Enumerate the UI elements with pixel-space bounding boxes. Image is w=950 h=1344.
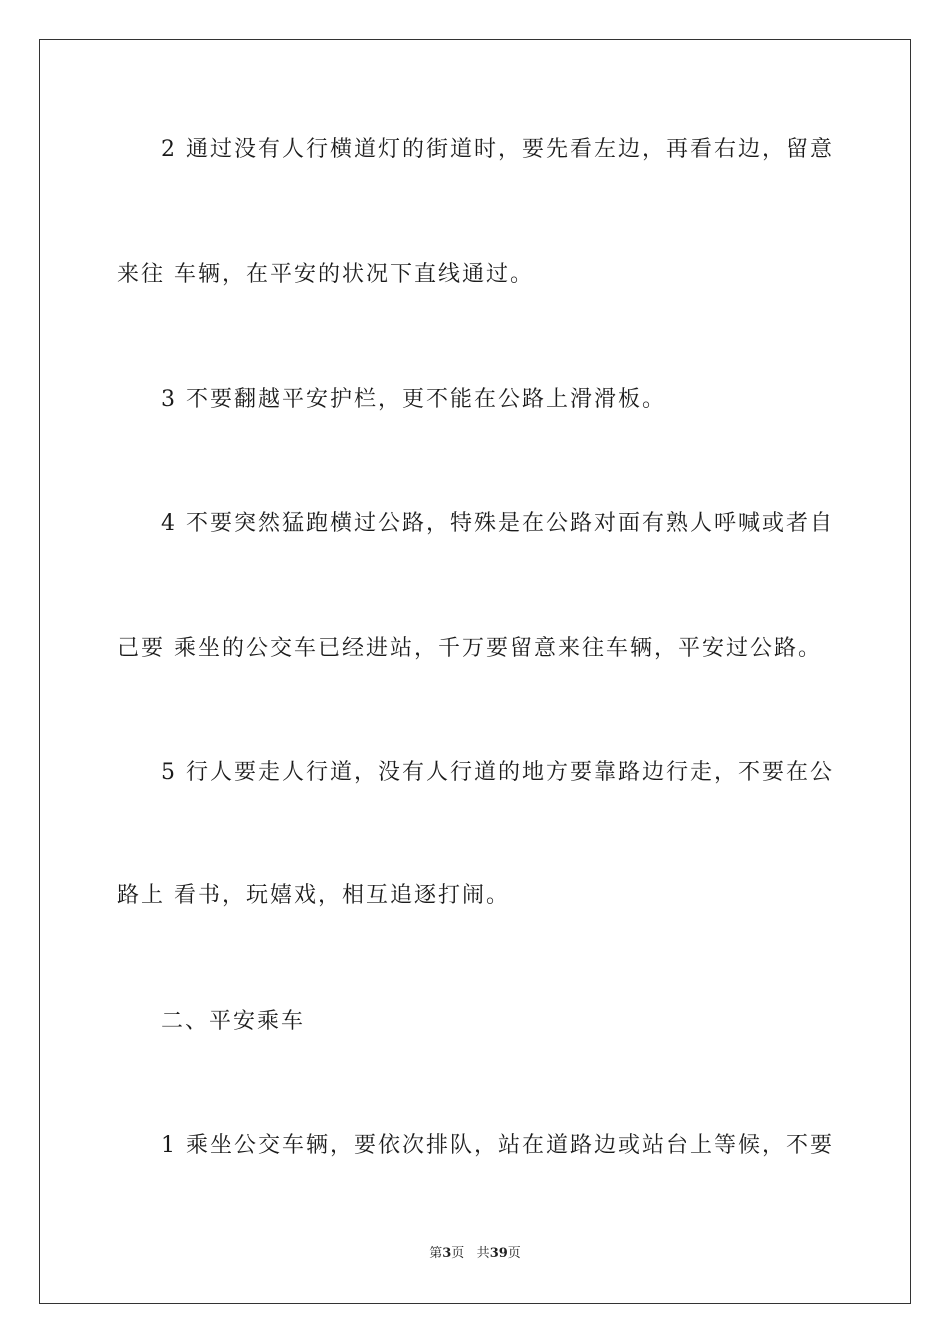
- footer-total-unit: 页: [507, 1246, 521, 1261]
- page-border: [39, 39, 911, 1304]
- footer-prefix: 第: [429, 1246, 443, 1261]
- footer-current-page: 3: [442, 1246, 452, 1261]
- section-heading: 二、平安乘车: [161, 1009, 306, 1034]
- text-line-7: 路上 看书，玩嬉戏，相互追逐打闹。: [117, 883, 510, 908]
- footer-total-prefix: 共: [476, 1246, 490, 1261]
- footer-total-pages: 39: [489, 1246, 508, 1261]
- text-line-6: 5 行人要走人行道，没有人行道的地方要靠路边行走，不要在公: [161, 760, 834, 785]
- text-line-9: 1 乘坐公交车辆，要依次排队，站在道路边或站台上等候，不要: [161, 1133, 834, 1158]
- text-line-2: 来往 车辆，在平安的状况下直线通过。: [117, 262, 534, 287]
- text-line-5: 己要 乘坐的公交车已经进站，千万要留意来往车辆，平安过公路。: [117, 636, 822, 661]
- page-footer: [0, 1245, 950, 1263]
- text-line-4: 4 不要突然猛跑横过公路，特殊是在公路对面有熟人呼喊或者自: [161, 511, 834, 536]
- text-line-1: 2 通过没有人行横道灯的街道时，要先看左边，再看右边，留意: [161, 137, 834, 162]
- text-line-3: 3 不要翻越平安护栏，更不能在公路上滑滑板。: [161, 387, 666, 412]
- footer-page-unit: 页: [451, 1246, 465, 1261]
